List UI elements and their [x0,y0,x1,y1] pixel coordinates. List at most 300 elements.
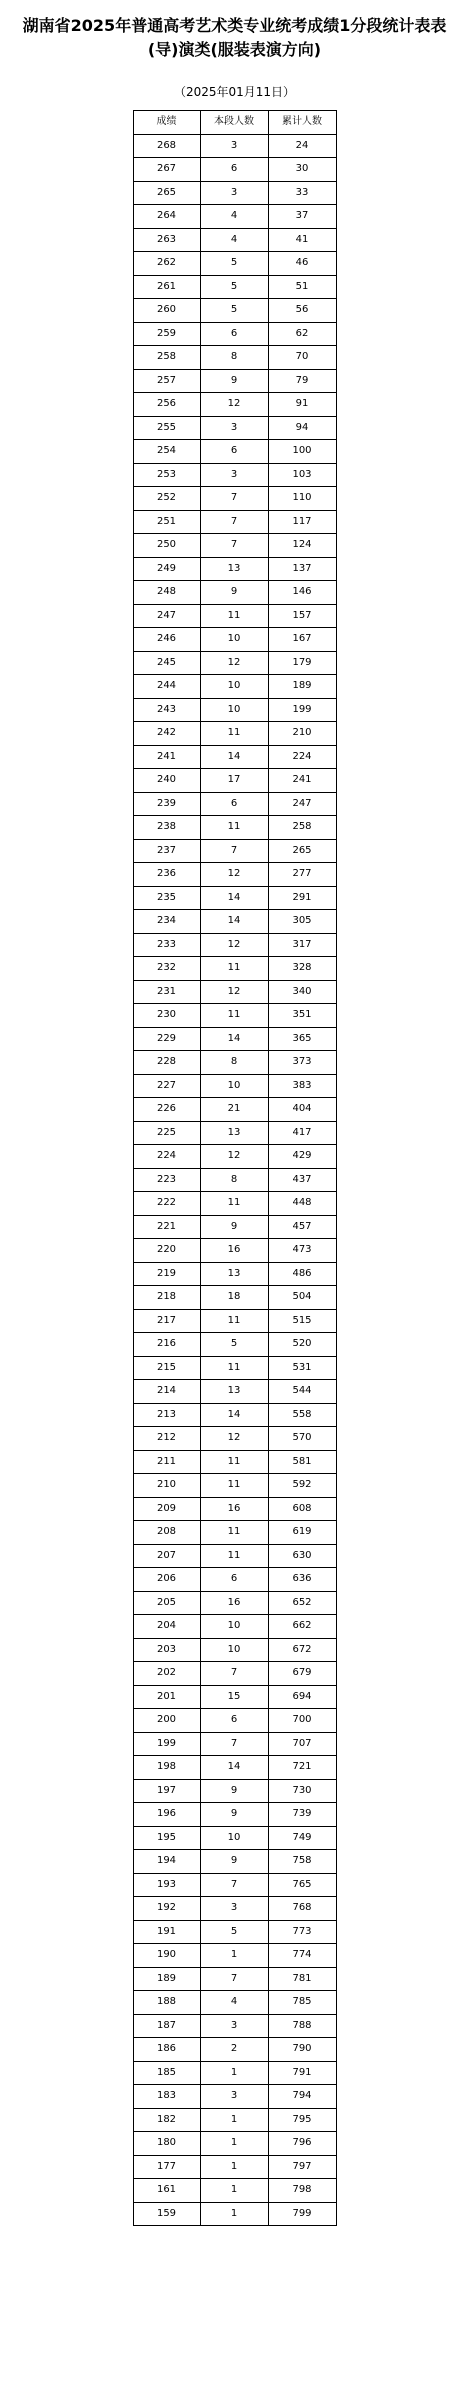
cell-cumulative-count: 157 [268,604,336,628]
table-row [133,1074,336,1098]
cell-cumulative-count: 765 [268,1873,336,1897]
cell-score: 261 [133,275,200,299]
cell-cumulative-count: 305 [268,910,336,934]
cell-score: 215 [133,1356,200,1380]
cell-score: 236 [133,863,200,887]
cell-score: 197 [133,1779,200,1803]
cell-cumulative-count: 100 [268,440,336,464]
table-row [133,769,336,793]
cell-segment-count: 13 [200,1121,268,1145]
cell-score: 268 [133,134,200,158]
cell-cumulative-count: 291 [268,886,336,910]
cell-cumulative-count: 758 [268,1850,336,1874]
cell-segment-count: 14 [200,1403,268,1427]
table-row [133,299,336,323]
cell-segment-count: 1 [200,2179,268,2203]
table-row [133,1356,336,1380]
cell-segment-count: 15 [200,1685,268,1709]
table-row [133,792,336,816]
cell-score: 185 [133,2061,200,2085]
score-distribution-table [133,110,337,2226]
cell-segment-count: 11 [200,1004,268,1028]
publish-date: （2025年01月11日） [173,85,296,99]
cell-cumulative-count: 768 [268,1897,336,1921]
cell-cumulative-count: 437 [268,1168,336,1192]
cell-cumulative-count: 797 [268,2155,336,2179]
table-row [133,816,336,840]
table-row [133,1121,336,1145]
cell-cumulative-count: 224 [268,745,336,769]
cell-cumulative-count: 317 [268,933,336,957]
cell-score: 247 [133,604,200,628]
cell-cumulative-count: 739 [268,1803,336,1827]
cell-score: 251 [133,510,200,534]
cell-score: 159 [133,2202,200,2226]
cell-cumulative-count: 110 [268,487,336,511]
cell-score: 239 [133,792,200,816]
table-row [133,1168,336,1192]
cell-score: 257 [133,369,200,393]
cell-cumulative-count: 167 [268,628,336,652]
table-row [133,1779,336,1803]
cell-cumulative-count: 636 [268,1568,336,1592]
table-row [133,487,336,511]
cell-score: 204 [133,1615,200,1639]
table-row [133,2155,336,2179]
cell-score: 230 [133,1004,200,1028]
cell-cumulative-count: 457 [268,1215,336,1239]
cell-cumulative-count: 62 [268,322,336,346]
cell-segment-count: 10 [200,1074,268,1098]
cell-segment-count: 8 [200,1168,268,1192]
cell-score: 253 [133,463,200,487]
cell-segment-count: 12 [200,933,268,957]
cell-score: 213 [133,1403,200,1427]
cell-segment-count: 7 [200,1967,268,1991]
table-row [133,181,336,205]
cell-score: 238 [133,816,200,840]
table-row [133,1450,336,1474]
cell-score: 263 [133,228,200,252]
cell-score: 254 [133,440,200,464]
cell-segment-count: 7 [200,510,268,534]
cell-score: 242 [133,722,200,746]
cell-segment-count: 10 [200,698,268,722]
cell-segment-count: 5 [200,275,268,299]
cell-segment-count: 7 [200,839,268,863]
table-row [133,2014,336,2038]
cell-score: 225 [133,1121,200,1145]
table-row [133,1333,336,1357]
table-row [133,1403,336,1427]
cell-segment-count: 11 [200,722,268,746]
table-row [133,1098,336,1122]
cell-cumulative-count: 721 [268,1756,336,1780]
table-row [133,2038,336,2062]
cell-segment-count: 7 [200,1732,268,1756]
cell-segment-count: 3 [200,463,268,487]
cell-cumulative-count: 124 [268,534,336,558]
table-row [133,252,336,276]
cell-cumulative-count: 794 [268,2085,336,2109]
cell-score: 258 [133,346,200,370]
cell-segment-count: 12 [200,1145,268,1169]
cell-score: 256 [133,393,200,417]
cell-score: 243 [133,698,200,722]
cell-segment-count: 14 [200,1756,268,1780]
cell-segment-count: 17 [200,769,268,793]
cell-cumulative-count: 417 [268,1121,336,1145]
cell-cumulative-count: 619 [268,1521,336,1545]
cell-segment-count: 1 [200,2132,268,2156]
cell-score: 245 [133,651,200,675]
table-row [133,369,336,393]
cell-cumulative-count: 340 [268,980,336,1004]
cell-cumulative-count: 473 [268,1239,336,1263]
cell-score: 222 [133,1192,200,1216]
table-row [133,957,336,981]
cell-segment-count: 1 [200,2061,268,2085]
table-row [133,1544,336,1568]
cell-segment-count: 18 [200,1286,268,1310]
table-row [133,1192,336,1216]
cell-cumulative-count: 365 [268,1027,336,1051]
cell-score: 180 [133,2132,200,2156]
cell-cumulative-count: 788 [268,2014,336,2038]
cell-segment-count: 3 [200,2085,268,2109]
cell-score: 260 [133,299,200,323]
cell-segment-count: 7 [200,1873,268,1897]
cell-score: 250 [133,534,200,558]
table-row [133,1497,336,1521]
table-row [133,510,336,534]
cell-score: 229 [133,1027,200,1051]
cell-score: 196 [133,1803,200,1827]
cell-score: 211 [133,1450,200,1474]
table-row [133,2108,336,2132]
table-row [133,651,336,675]
cell-cumulative-count: 730 [268,1779,336,1803]
table-row [133,1803,336,1827]
cell-cumulative-count: 265 [268,839,336,863]
cell-score: 202 [133,1662,200,1686]
cell-cumulative-count: 520 [268,1333,336,1357]
cell-score: 233 [133,933,200,957]
cell-segment-count: 1 [200,2155,268,2179]
cell-cumulative-count: 515 [268,1309,336,1333]
cell-score: 193 [133,1873,200,1897]
cell-score: 234 [133,910,200,934]
table-row [133,1732,336,1756]
table-row [133,581,336,605]
table-row [133,863,336,887]
table-row [133,698,336,722]
cell-score: 221 [133,1215,200,1239]
cell-segment-count: 10 [200,1615,268,1639]
cell-score: 231 [133,980,200,1004]
cell-segment-count: 9 [200,581,268,605]
cell-segment-count: 11 [200,957,268,981]
cell-segment-count: 11 [200,1309,268,1333]
cell-score: 161 [133,2179,200,2203]
cell-cumulative-count: 328 [268,957,336,981]
cell-score: 206 [133,1568,200,1592]
cell-cumulative-count: 79 [268,369,336,393]
cell-cumulative-count: 94 [268,416,336,440]
cell-score: 198 [133,1756,200,1780]
cell-segment-count: 7 [200,534,268,558]
table-row [133,1215,336,1239]
table-row [133,1239,336,1263]
cell-cumulative-count: 531 [268,1356,336,1380]
cell-score: 244 [133,675,200,699]
cell-score: 235 [133,886,200,910]
cell-cumulative-count: 570 [268,1427,336,1451]
cell-segment-count: 14 [200,1027,268,1051]
table-row [133,933,336,957]
cell-score: 214 [133,1380,200,1404]
table-row [133,1380,336,1404]
cell-segment-count: 14 [200,745,268,769]
cell-cumulative-count: 448 [268,1192,336,1216]
cell-score: 246 [133,628,200,652]
table-row [133,675,336,699]
table-row [133,1638,336,1662]
cell-cumulative-count: 373 [268,1051,336,1075]
cell-cumulative-count: 429 [268,1145,336,1169]
table-row [133,1873,336,1897]
cell-cumulative-count: 486 [268,1262,336,1286]
cell-score: 208 [133,1521,200,1545]
table-row [133,416,336,440]
cell-cumulative-count: 652 [268,1591,336,1615]
cell-cumulative-count: 258 [268,816,336,840]
cell-cumulative-count: 70 [268,346,336,370]
table-row [133,1286,336,1310]
cell-segment-count: 8 [200,346,268,370]
cell-segment-count: 6 [200,1568,268,1592]
table-row [133,557,336,581]
table-row [133,205,336,229]
cell-segment-count: 3 [200,2014,268,2038]
cell-cumulative-count: 199 [268,698,336,722]
table-row [133,1004,336,1028]
table-row [133,910,336,934]
cell-segment-count: 16 [200,1239,268,1263]
cell-segment-count: 2 [200,2038,268,2062]
cell-score: 223 [133,1168,200,1192]
cell-segment-count: 6 [200,792,268,816]
cell-cumulative-count: 581 [268,1450,336,1474]
cell-cumulative-count: 30 [268,158,336,182]
cell-score: 217 [133,1309,200,1333]
header-score: 成绩 [133,111,200,135]
table-row [133,322,336,346]
cell-cumulative-count: 662 [268,1615,336,1639]
table-row [133,134,336,158]
table-row [133,1756,336,1780]
cell-cumulative-count: 504 [268,1286,336,1310]
cell-score: 183 [133,2085,200,2109]
cell-segment-count: 1 [200,2108,268,2132]
cell-segment-count: 3 [200,416,268,440]
table-row [133,1051,336,1075]
cell-score: 199 [133,1732,200,1756]
cell-cumulative-count: 749 [268,1826,336,1850]
cell-segment-count: 10 [200,628,268,652]
table-row [133,346,336,370]
cell-segment-count: 9 [200,1803,268,1827]
table-row [133,1826,336,1850]
cell-segment-count: 13 [200,1262,268,1286]
table-row [133,1967,336,1991]
cell-cumulative-count: 774 [268,1944,336,1968]
cell-segment-count: 10 [200,675,268,699]
cell-cumulative-count: 24 [268,134,336,158]
cell-segment-count: 6 [200,158,268,182]
table-row [133,604,336,628]
cell-segment-count: 12 [200,393,268,417]
cell-score: 248 [133,581,200,605]
table-row [133,1709,336,1733]
cell-segment-count: 9 [200,1850,268,1874]
cell-score: 188 [133,1991,200,2015]
cell-segment-count: 7 [200,1662,268,1686]
table-row [133,1145,336,1169]
cell-score: 226 [133,1098,200,1122]
cell-cumulative-count: 41 [268,228,336,252]
cell-segment-count: 3 [200,134,268,158]
cell-segment-count: 13 [200,557,268,581]
cell-score: 186 [133,2038,200,2062]
cell-cumulative-count: 51 [268,275,336,299]
cell-score: 267 [133,158,200,182]
cell-segment-count: 6 [200,322,268,346]
table-row [133,628,336,652]
cell-segment-count: 10 [200,1826,268,1850]
cell-segment-count: 5 [200,299,268,323]
cell-score: 195 [133,1826,200,1850]
cell-score: 192 [133,1897,200,1921]
table-row [133,1262,336,1286]
table-row [133,1474,336,1498]
cell-score: 240 [133,769,200,793]
cell-cumulative-count: 404 [268,1098,336,1122]
cell-cumulative-count: 630 [268,1544,336,1568]
cell-score: 265 [133,181,200,205]
cell-cumulative-count: 56 [268,299,336,323]
cell-cumulative-count: 241 [268,769,336,793]
header-cumulative-count: 累计人数 [268,111,336,135]
table-row [133,2202,336,2226]
cell-segment-count: 8 [200,1051,268,1075]
cell-cumulative-count: 799 [268,2202,336,2226]
table-row [133,1615,336,1639]
cell-cumulative-count: 146 [268,581,336,605]
cell-cumulative-count: 117 [268,510,336,534]
table-row [133,1591,336,1615]
cell-segment-count: 4 [200,205,268,229]
cell-segment-count: 9 [200,369,268,393]
cell-segment-count: 4 [200,228,268,252]
cell-cumulative-count: 700 [268,1709,336,1733]
table-row [133,1568,336,1592]
cell-cumulative-count: 773 [268,1920,336,1944]
cell-segment-count: 3 [200,181,268,205]
cell-score: 212 [133,1427,200,1451]
cell-cumulative-count: 247 [268,792,336,816]
header-segment-count: 本段人数 [200,111,268,135]
cell-score: 200 [133,1709,200,1733]
cell-cumulative-count: 781 [268,1967,336,1991]
cell-cumulative-count: 790 [268,2038,336,2062]
page-title: 湖南省2025年普通高考艺术类专业统考成绩1分段统计表表(导)演类(服装表演方向) [22,16,447,59]
cell-cumulative-count: 137 [268,557,336,581]
cell-score: 252 [133,487,200,511]
cell-score: 219 [133,1262,200,1286]
cell-segment-count: 9 [200,1215,268,1239]
cell-score: 224 [133,1145,200,1169]
cell-cumulative-count: 103 [268,463,336,487]
cell-score: 220 [133,1239,200,1263]
cell-cumulative-count: 277 [268,863,336,887]
cell-segment-count: 13 [200,1380,268,1404]
cell-segment-count: 14 [200,886,268,910]
table-row [133,2179,336,2203]
cell-segment-count: 7 [200,487,268,511]
cell-cumulative-count: 707 [268,1732,336,1756]
cell-cumulative-count: 592 [268,1474,336,1498]
cell-segment-count: 10 [200,1638,268,1662]
cell-segment-count: 16 [200,1497,268,1521]
cell-segment-count: 5 [200,1920,268,1944]
table-row [133,745,336,769]
cell-score: 187 [133,2014,200,2038]
cell-segment-count: 5 [200,252,268,276]
table-row [133,275,336,299]
cell-cumulative-count: 796 [268,2132,336,2156]
table-row [133,980,336,1004]
cell-score: 210 [133,1474,200,1498]
cell-cumulative-count: 558 [268,1403,336,1427]
cell-segment-count: 11 [200,1474,268,1498]
cell-cumulative-count: 679 [268,1662,336,1686]
cell-score: 227 [133,1074,200,1098]
cell-score: 237 [133,839,200,863]
table-row [133,1920,336,1944]
table-row [133,886,336,910]
cell-segment-count: 11 [200,1192,268,1216]
table-row [133,2061,336,2085]
cell-segment-count: 14 [200,910,268,934]
cell-segment-count: 11 [200,1521,268,1545]
cell-cumulative-count: 179 [268,651,336,675]
cell-score: 218 [133,1286,200,1310]
table-row [133,1027,336,1051]
cell-cumulative-count: 91 [268,393,336,417]
cell-segment-count: 21 [200,1098,268,1122]
cell-cumulative-count: 189 [268,675,336,699]
cell-cumulative-count: 37 [268,205,336,229]
cell-segment-count: 12 [200,1427,268,1451]
table-row [133,2085,336,2109]
table-body [133,134,336,2226]
cell-segment-count: 9 [200,1779,268,1803]
table-row [133,1944,336,1968]
cell-segment-count: 4 [200,1991,268,2015]
table-row [133,158,336,182]
table-row [133,839,336,863]
